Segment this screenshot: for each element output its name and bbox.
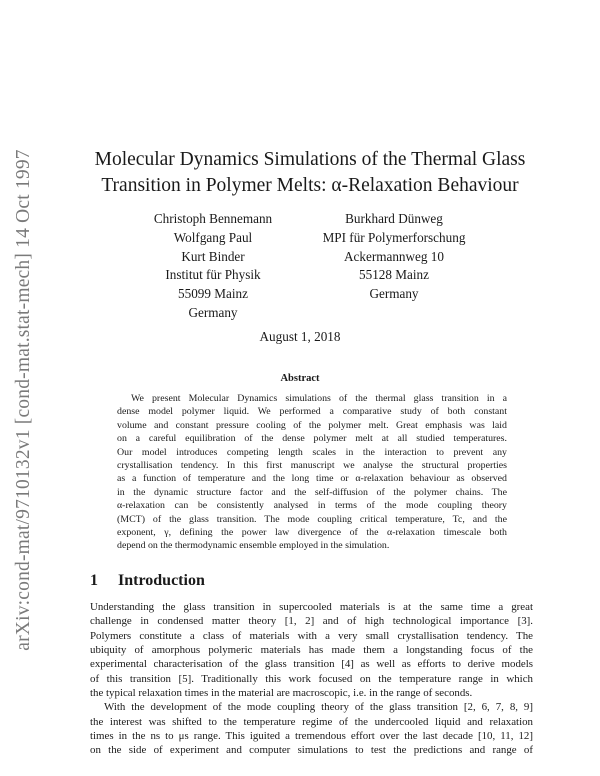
abstract-line: volume and constant pressure cooling of the polymer melt. Great emphasis was laid [117, 419, 507, 431]
affiliation-line: Ackermannweg 10 [344, 248, 444, 264]
abstract-line: (MCT) of the glass transition. The mode coupling critical temperature, Tc, and the [117, 513, 507, 525]
paper-date: August 1, 2018 [259, 329, 341, 344]
intro-line: times in the ns to μs range. This iguited a tremendous effort over the last decade [10, 11, 12] [90, 730, 533, 743]
intro-line: on the side of experiment and computer simulations to test the predictions and range of [90, 744, 533, 757]
intro-line: experimental characterisation of the glass transition [4] as well as efforts to derive models [90, 658, 533, 671]
abstract-line: on a careful equilibration of the dense polymer melt at all studied temperatures. [117, 433, 507, 445]
abstract-line: as a function of temperature and the long time or α-relaxation behaviour as observed [117, 473, 507, 485]
intro-line: challenge in condensed matter theory [1, 2] and of high technological importance [3]. [90, 615, 533, 628]
abstract-line: Our model introduces competing length scales in the interaction to prevent any [117, 446, 507, 458]
abstract-line: dense model polymer liquid. We performed a comparative study of both constant [117, 406, 507, 418]
author-column-left [138, 210, 288, 323]
intro-line: the interest was shifted to the temperature regime of the undercooled liquid and relaxation [90, 715, 533, 728]
arxiv-side-stamp [4, 100, 44, 700]
intro-line: the typical relaxation times in the material are macroscopic, i.e. in the range of seconds. [90, 687, 473, 700]
introduction-body [90, 600, 533, 758]
intro-line: With the development of the mode coupling theory of the glass transition [2, 6, 7, 8, 9] [104, 701, 533, 714]
author-name: Christoph Bennemann [153, 211, 273, 226]
title-line: Molecular Dynamics Simulations of the Thermal Glass [94, 149, 526, 170]
intro-line: Understanding the glass transition in supercooled materials is at the same time a great [90, 601, 533, 613]
author-column-right [306, 210, 482, 304]
abstract-line: in the dynamic structure factor and the self-diffusion of the polymer chains. The [117, 486, 507, 498]
abstract-body [117, 392, 507, 553]
affiliation-line: Germany [188, 304, 238, 320]
abstract-line: exponent, γ, defining the power law divergence of the α-relaxation timescale both [117, 527, 507, 539]
section-title: Introduction [118, 572, 205, 589]
author-name: Kurt Binder [181, 248, 245, 264]
author-name: Wolfgang Paul [173, 229, 253, 245]
affiliation-line: Germany [369, 286, 419, 302]
abstract-heading: Abstract [280, 373, 320, 384]
affiliation-line: MPI für Polymerforschung [322, 229, 466, 245]
affiliation-line: Institut für Physik [165, 267, 261, 283]
section-heading [90, 572, 205, 590]
abstract-line: α-relaxation can be consistently analysed in terms of the mode coupling theory [117, 500, 507, 512]
abstract-line: depend on the thermodynamic ensemble employed in the simulation. [117, 540, 390, 552]
author-name: Burkhard Dünweg [345, 211, 443, 226]
arxiv-identifier: arXiv:cond-mat/9710132v1 [cond-mat.stat-mech] 14 Oct 1997 [13, 149, 34, 651]
intro-line: ubiquity of amorphous polymeric materials has made them a longstanding focus of the [90, 644, 533, 657]
affiliation-line: 55128 Mainz [359, 267, 429, 283]
paper-title [60, 147, 560, 199]
affiliation-line: 55099 Mainz [178, 286, 248, 302]
intro-line: of this transition [5]. Traditionally this work focused on the temperature range in which [90, 672, 533, 685]
title-line: Transition in Polymer Melts: α-Relaxation Behaviour [101, 175, 519, 196]
abstract-line: We present Molecular Dynamics simulations of the thermal glass transition in a [131, 393, 507, 404]
abstract-line: crystallisation tendency. In this first manuscript we analyse the structural properties [117, 460, 507, 472]
section-number: 1 [90, 572, 98, 589]
intro-line: Polymers constitute a class of materials with a very small crystallisation tendency. The [90, 629, 533, 642]
